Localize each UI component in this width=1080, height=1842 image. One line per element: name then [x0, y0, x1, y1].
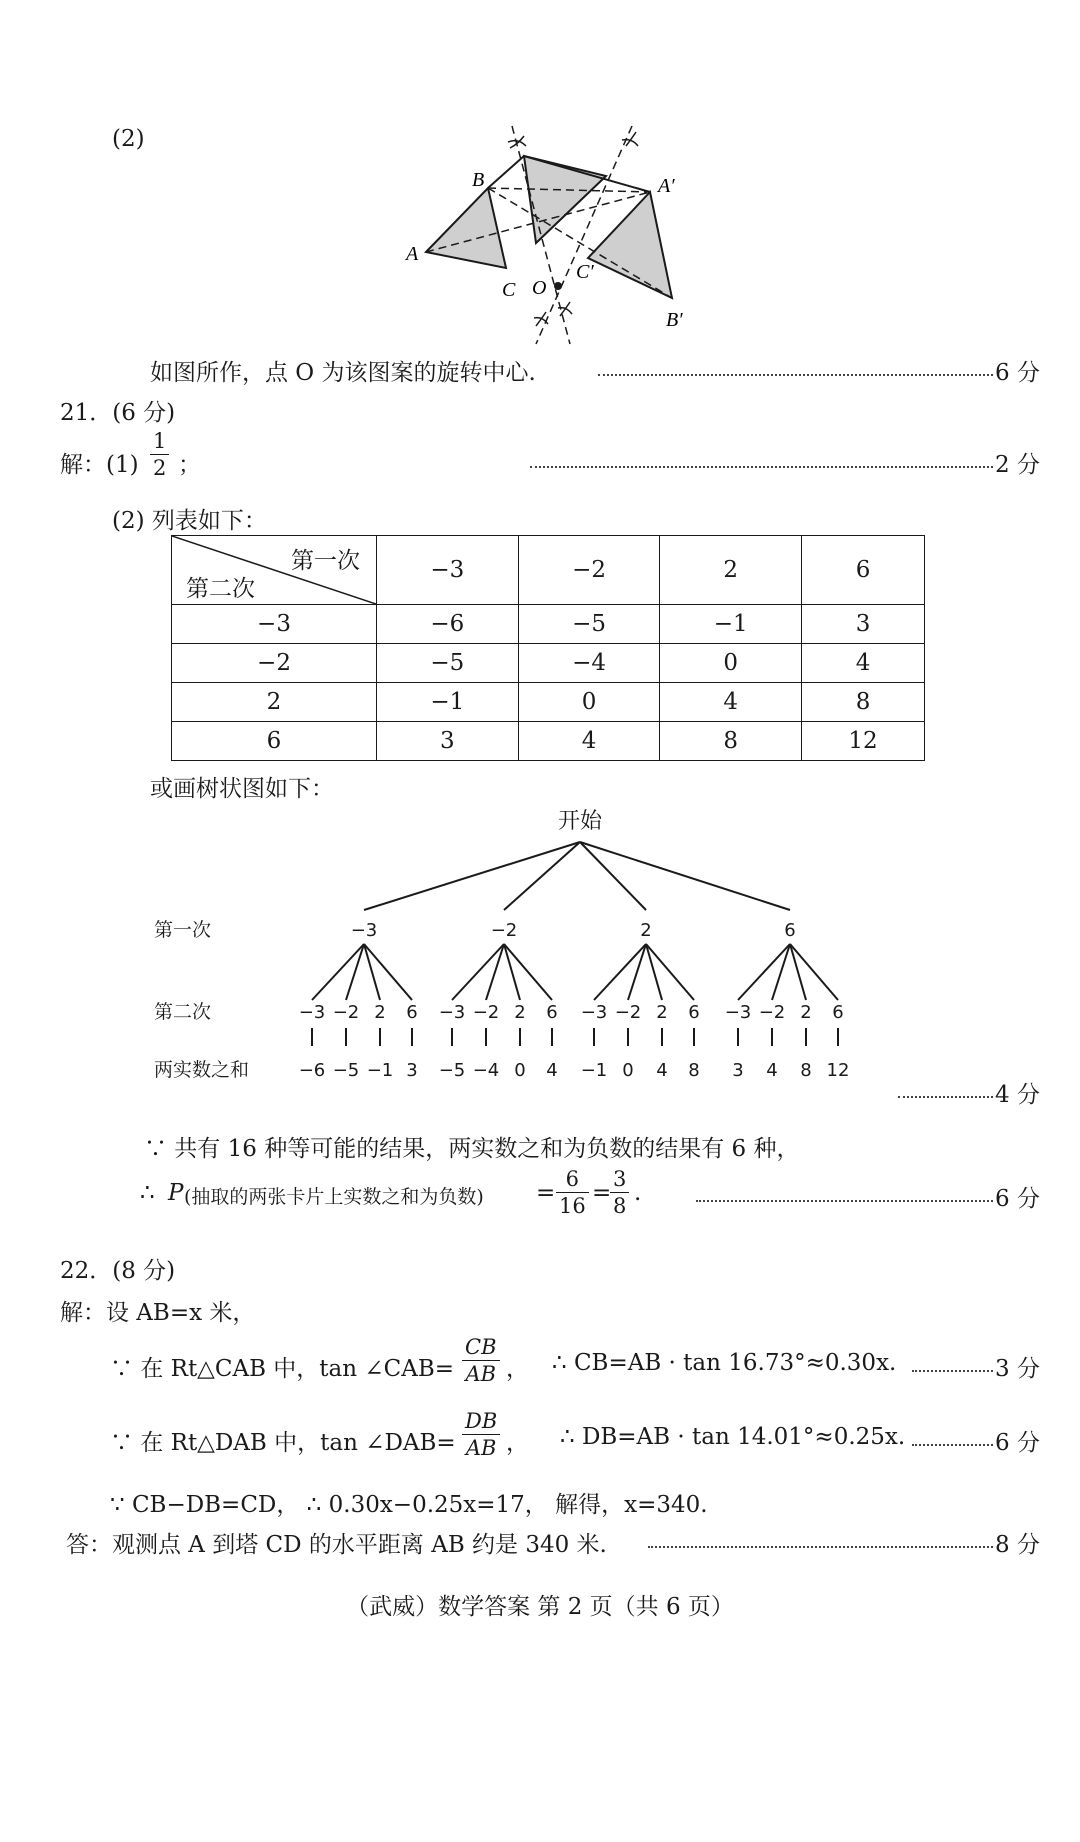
leader-dots [898, 1076, 993, 1098]
table-header-cell: 6 [802, 536, 925, 605]
tree-second-node: −3 [580, 1002, 608, 1023]
tree-second-node: −2 [614, 1002, 642, 1023]
tree-branch-second [452, 944, 504, 1000]
q21-p1-suffix: ； [178, 452, 201, 478]
tree-row-label-second: 第二次 [154, 1001, 212, 1023]
tree-second-node: 2 [514, 1002, 526, 1023]
tree-row-label-sum: 两实数之和 [154, 1059, 250, 1081]
tree-second-node: −3 [438, 1002, 466, 1023]
table-cell: 4 [518, 722, 660, 761]
tree-sum-node: −4 [472, 1060, 500, 1081]
because-line: ∵ 共有 16 种等可能的结果，两实数之和为负数的结果有 6 种， [144, 1136, 800, 1162]
row-label: −3 [172, 605, 377, 644]
q21-fraction-half [150, 428, 169, 481]
table-header-row [172, 536, 925, 605]
table-cell: 3 [377, 722, 519, 761]
q22-answer: 答：观测点 A 到塔 CD 的水平距离 AB 约是 340 米. [66, 1532, 607, 1558]
tree-sum-node: 3 [406, 1060, 418, 1081]
leader-dots [598, 354, 993, 376]
tree-root: 开始 [557, 809, 603, 834]
center-point-o [554, 282, 562, 290]
fraction-denominator: AB [465, 1436, 497, 1460]
label-c-prime: C′ [576, 261, 594, 283]
q22-line3-c: ∴ DB=AB · tan 14.01°≈0.25x. [560, 1424, 906, 1450]
tree-diagram [140, 806, 900, 1096]
row-label: −2 [172, 644, 377, 683]
q21-p2-intro: (2) 列表如下： [112, 508, 267, 534]
corner-first: 第一次 [291, 548, 360, 574]
table-row [172, 605, 925, 644]
tree-branch-first [364, 842, 580, 910]
table-row [172, 683, 925, 722]
table-cell: −1 [377, 683, 519, 722]
fraction-db-ab [462, 1408, 500, 1461]
tree-sum-node: −6 [298, 1060, 326, 1081]
tree-sum-node: 8 [800, 1060, 812, 1081]
fraction-6-16 [556, 1166, 589, 1219]
table-cell: −6 [377, 605, 519, 644]
label-c: C [502, 279, 516, 301]
rotation-figure [400, 118, 710, 350]
table-header-cell: −3 [377, 536, 519, 605]
points-6-fig: 6 分 [995, 360, 1040, 386]
tree-second-node: 2 [800, 1002, 812, 1023]
fraction-cb-ab [462, 1334, 500, 1387]
tree-sum-node: −1 [366, 1060, 394, 1081]
leader-dots [530, 446, 993, 468]
tree-second-node: 2 [374, 1002, 386, 1023]
tree-sum-node: 0 [514, 1060, 526, 1081]
leader-dots [912, 1424, 993, 1446]
table-corner-cell [172, 536, 377, 605]
probability-symbol: P [168, 1180, 184, 1206]
tree-sum-node: 4 [656, 1060, 668, 1081]
table-cell: 4 [660, 683, 802, 722]
tree-sum-node: 4 [766, 1060, 778, 1081]
q22-line4: ∵ CB−DB=CD， ∴ 0.30x−0.25x=17， 解得，x=340. [110, 1492, 708, 1518]
table-cell: 4 [802, 644, 925, 683]
table-row [172, 644, 925, 683]
label-a: A [406, 243, 419, 265]
table-cell: 0 [518, 683, 660, 722]
tree-second-node: −2 [758, 1002, 786, 1023]
tree-sum-node: −1 [580, 1060, 608, 1081]
fraction-numerator: 6 [556, 1166, 589, 1193]
q21-sol-prefix: 解：(1) [60, 452, 139, 478]
part2-label: (2) [112, 126, 145, 152]
points-6-q22: 6 分 [995, 1430, 1040, 1456]
fraction-numerator: DB [462, 1408, 500, 1435]
triangle-abc [426, 188, 506, 268]
tree-sum-node: 3 [732, 1060, 744, 1081]
table-header-cell: 2 [660, 536, 802, 605]
table-cell: 12 [802, 722, 925, 761]
corner-second: 第二次 [186, 576, 255, 602]
leader-dots [696, 1180, 993, 1202]
leader-dots [912, 1350, 993, 1372]
tree-branch-first [504, 842, 580, 910]
fraction-denominator: AB [465, 1362, 497, 1386]
tree-second-node: 6 [406, 1002, 418, 1023]
middle-shape [524, 156, 606, 243]
equals: = [592, 1180, 612, 1206]
row-label: 2 [172, 683, 377, 722]
fraction-numerator: 3 [610, 1166, 629, 1193]
q22-line2-b: ， [506, 1356, 529, 1382]
tree-second-node: 6 [546, 1002, 558, 1023]
table-cell: −5 [377, 644, 519, 683]
q22-line2-c: ∴ CB=AB · tan 16.73°≈0.30x. [552, 1350, 897, 1376]
fraction-denominator: 2 [153, 456, 167, 480]
tree-sum-node: 4 [546, 1060, 558, 1081]
table-cell: −4 [518, 644, 660, 683]
therefore-prefix: ∴ [140, 1180, 155, 1206]
tree-branch-second [594, 944, 646, 1000]
table-row [172, 722, 925, 761]
tree-second-node: 2 [656, 1002, 668, 1023]
label-o: O [532, 277, 547, 299]
fraction-denominator: 16 [559, 1194, 586, 1218]
tree-sum-node: −5 [332, 1060, 360, 1081]
label-a-prime: A′ [658, 175, 675, 197]
tree-second-node: −3 [298, 1002, 326, 1023]
label-b: B [472, 169, 485, 191]
event-description: (抽取的两张卡片上实数之和为负数) [184, 1186, 484, 1208]
fraction-3-8 [610, 1166, 629, 1219]
table-cell: −5 [518, 605, 660, 644]
tree-first-node: 6 [784, 920, 796, 941]
table-cell: 0 [660, 644, 802, 683]
sum-table [171, 535, 925, 761]
tree-intro: 或画树状图如下： [150, 776, 334, 802]
q21-heading: 21．(6 分) [60, 400, 176, 426]
tree-row-label-first: 第一次 [154, 919, 212, 941]
points-6: 6 分 [995, 1186, 1040, 1212]
fraction-denominator: 8 [613, 1194, 627, 1218]
points-2: 2 分 [995, 452, 1040, 478]
period: . [634, 1180, 642, 1206]
q22-line2-a: ∵ 在 Rt△CAB 中，tan ∠CAB= [110, 1356, 455, 1382]
tree-second-node: −2 [332, 1002, 360, 1023]
tree-second-node: 6 [688, 1002, 700, 1023]
tree-first-node: 2 [640, 920, 652, 941]
tree-first-node: −3 [350, 920, 378, 941]
label-b-prime: B′ [666, 309, 683, 331]
q22-line3-b: ， [506, 1430, 529, 1456]
points-4: 4 分 [995, 1082, 1040, 1108]
figure-caption: 如图所作，点 O 为该图案的旋转中心. [150, 360, 536, 386]
tree-sum-node: −5 [438, 1060, 466, 1081]
tree-branch-second [312, 944, 364, 1000]
equals: = [536, 1180, 556, 1206]
tree-branch-first [580, 842, 790, 910]
leader-dots [648, 1526, 993, 1548]
q22-line1: 解：设 AB=x 米， [60, 1300, 256, 1326]
page-footer: （武威）数学答案 第 2 页（共 6 页） [346, 1594, 734, 1620]
tree-second-node: −2 [472, 1002, 500, 1023]
points-3: 3 分 [995, 1356, 1040, 1382]
tree-branch-second [738, 944, 790, 1000]
points-8: 8 分 [995, 1532, 1040, 1558]
table-cell: 8 [660, 722, 802, 761]
row-label: 6 [172, 722, 377, 761]
table-cell: 8 [802, 683, 925, 722]
tree-sum-node: 0 [622, 1060, 634, 1081]
q22-heading: 22．(8 分) [60, 1258, 176, 1284]
triangle-abc-prime [588, 192, 672, 298]
fraction-numerator: CB [462, 1334, 500, 1361]
q22-line3-a: ∵ 在 Rt△DAB 中，tan ∠DAB= [110, 1430, 456, 1456]
table-cell: 3 [802, 605, 925, 644]
fraction-numerator: 1 [150, 428, 169, 455]
table-cell: −1 [660, 605, 802, 644]
tree-sum-node: 8 [688, 1060, 700, 1081]
tree-first-node: −2 [490, 920, 518, 941]
tree-sum-node: 12 [826, 1060, 850, 1081]
table-header-cell: −2 [518, 536, 660, 605]
tree-second-node: 6 [832, 1002, 844, 1023]
tree-second-node: −3 [724, 1002, 752, 1023]
